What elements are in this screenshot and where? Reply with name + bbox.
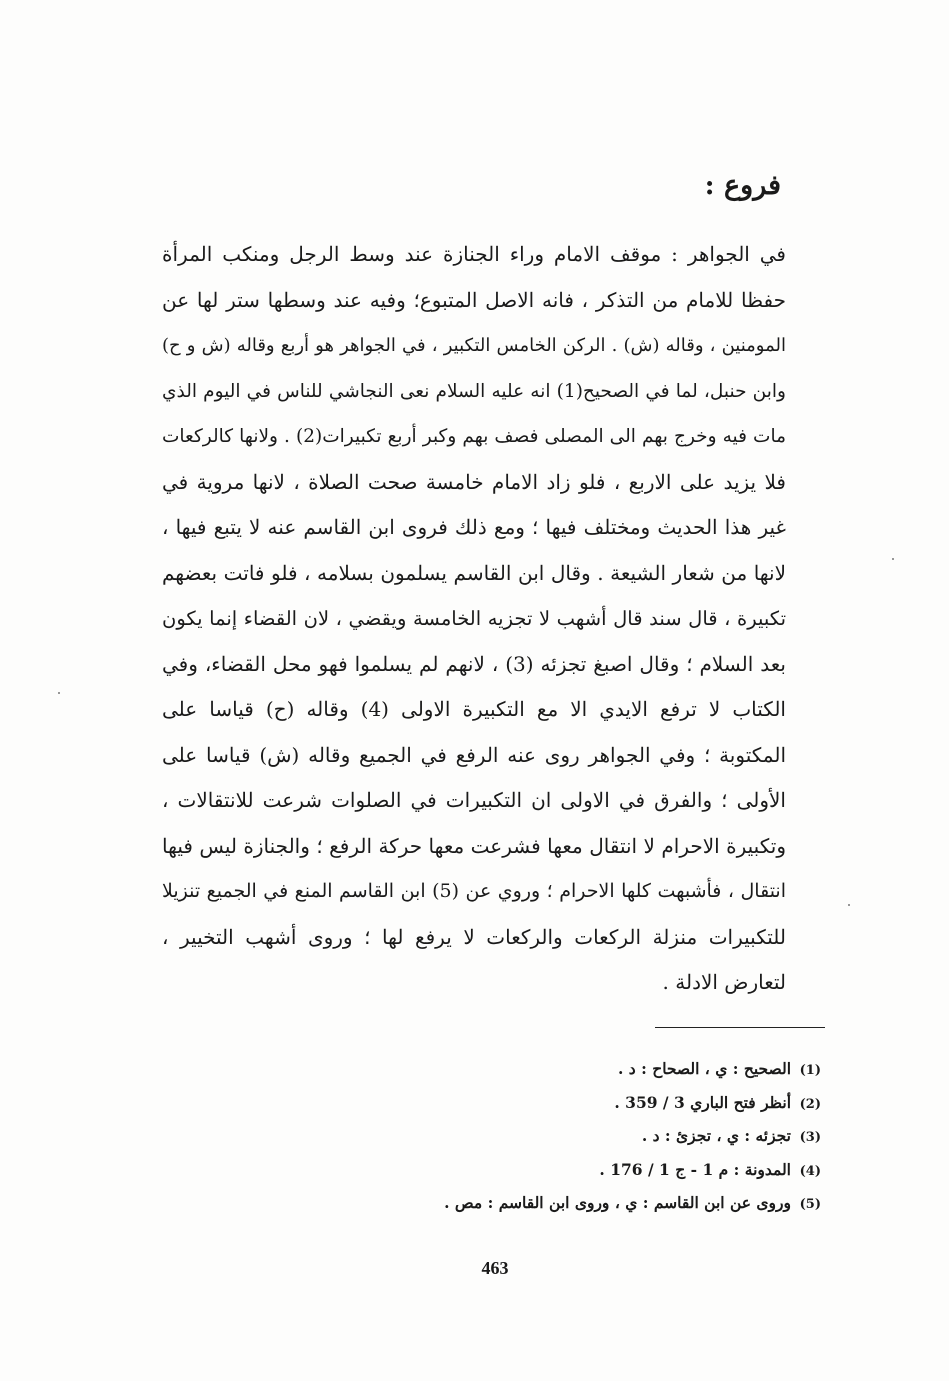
- text-line: مات فيه وخرج بهم الى المصلى فصف بهم وكبر أربع تكبيرات(2) . ولانها كالركعات: [162, 426, 786, 447]
- text-line: للتكبيرات منزلة الركعات والركعات لا يرفع لها ؛ وروى أشهب التخيير ،: [162, 924, 786, 949]
- footnote-text: المدونة : م 1 - ج 1 / 176 .: [599, 1159, 791, 1179]
- text-line: لتعارض الادلة .: [662, 970, 786, 994]
- footnote: [444, 1153, 821, 1187]
- footnote: [444, 1052, 821, 1086]
- footnote-number: (5): [799, 1197, 821, 1212]
- text-line: بعد السلام ؛ وقال اصبغ تجزئه (3) ، لانهم لم يسلموا فهو محل القضاء، وفي: [162, 651, 786, 676]
- footnote-number: (4): [799, 1163, 821, 1179]
- footnote-number: (1): [799, 1063, 821, 1078]
- text-line: الكتاب لا ترفع الايدي الا مع التكبيرة الاولى (4) وقاله (ح) قياسا على: [162, 697, 786, 721]
- text-line: الأولى ؛ والفرق في الاولى ان التكبيرات في الصلوات شرعت للانتقالات ،: [162, 788, 786, 812]
- footnote: [444, 1119, 821, 1153]
- page-number: 463: [481, 1258, 509, 1278]
- footnote: [444, 1186, 821, 1220]
- text-line: تكبيرة ، قال سند قال أشهب لا تجزيه الخامسة ويقضي ، لان القضاء إنما يكون: [162, 607, 786, 630]
- scan-speck: [848, 904, 850, 906]
- text-line: حفظا للامام من التذكر ، فانه الاصل المتبوع؛ وفيه عند وسطها ستر لها عن: [162, 287, 786, 312]
- text-line: في الجواهر : موقف الامام وراء الجنازة عند وسط الرجل ومنكب المرأة: [162, 242, 786, 266]
- text-line: لانها من شعار الشيعة . وقال ابن القاسم يسلمون بسلامه ، فلو فاتت بعضهم: [162, 560, 786, 585]
- text-line: وتكبيرة الاحرام لا انتقال معها فشرعت معها حركة الرفع ؛ والجنازة ليس فيها: [162, 833, 786, 858]
- section-title: فروع :: [704, 170, 781, 201]
- footnote-text: وروى عن ابن القاسم : ي ، وروى ابن القاسم : مص .: [444, 1193, 791, 1212]
- text-line: غير هذا الحديث ومختلف فيها ؛ ومع ذلك فروى ابن القاسم عنه لا يتبع فيها ،: [162, 515, 786, 539]
- footnote-separator: [655, 1027, 825, 1028]
- footnote-number: (3): [799, 1130, 821, 1145]
- footnote-number: (2): [799, 1096, 821, 1112]
- scan-speck: [892, 558, 894, 560]
- footnote-text: أنظر فتح الباري 3 / 359 .: [614, 1092, 791, 1112]
- scan-speck: [58, 692, 60, 694]
- footnotes-list: [444, 1052, 821, 1220]
- footnote: [444, 1086, 821, 1120]
- text-line: المكتوبة ؛ وفي الجواهر روى عنه الرفع في الجميع وقاله (ش) قياسا على: [162, 742, 786, 767]
- text-line: فلا يزيد على الاربع ، فلو زاد الامام خامسة صحت الصلاة ، لانها مروية في: [162, 469, 786, 494]
- footnote-text: الصحيح : ي ، الصحاح : د .: [617, 1059, 791, 1078]
- text-line: انتقال ، فأشبهت كلها الاحرام ؛ وروي عن (5) ابن القاسم المنع في الجميع تنزيلا: [162, 880, 786, 902]
- footnote-text: تجزئه : ي ، تجزئ : د .: [641, 1126, 791, 1145]
- body-text: [162, 232, 786, 1006]
- text-line: وابن حنبل، لما في الصحيح(1) انه عليه السلام نعى النجاشي للناس في اليوم الذي: [162, 380, 786, 402]
- text-line: المومنين ، وقاله (ش) . الركن الخامس التكبير ، في الجواهر هو أربع وقاله (ش و ح): [162, 335, 786, 356]
